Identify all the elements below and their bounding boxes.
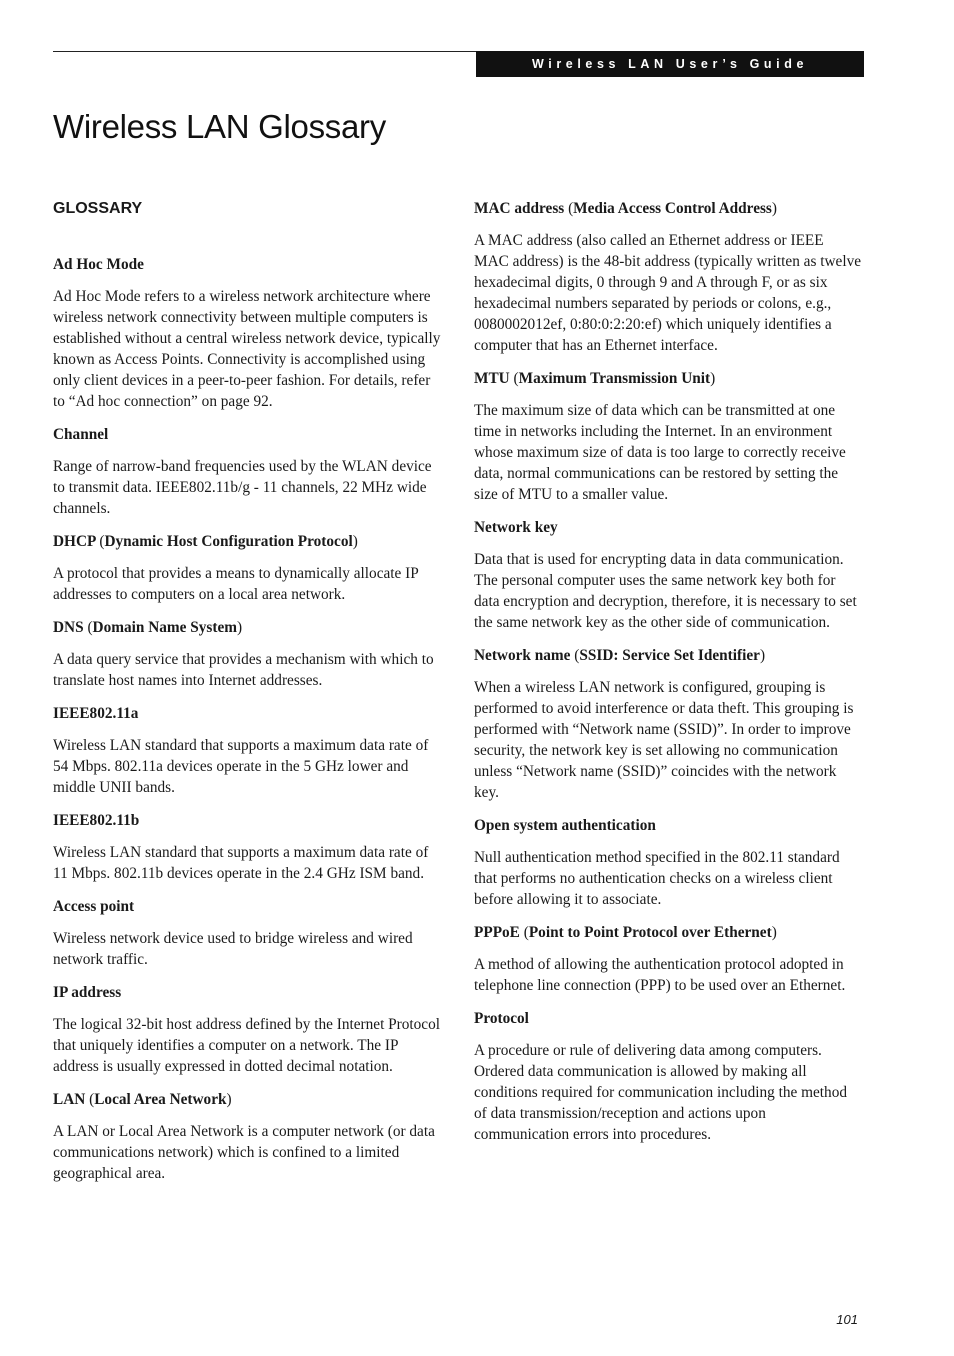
term-name: Channel [53,426,109,443]
glossary-list-right [474,198,862,1145]
term-expansion: Local Area Network [94,1091,227,1108]
glossary-term [53,810,441,831]
term-paren-close: ) [710,370,716,387]
term-expansion: Domain Name System [92,619,238,636]
glossary-list-left [53,254,441,1184]
glossary-term [474,198,862,219]
glossary-definition: Wireless LAN standard that supports a maximum data rate of 11 Mbps. 802.11b devices operate in the 2.4 GHz ISM band. [53,844,429,882]
glossary-definition: Wireless network device used to bridge wireless and wired network traffic. [53,930,413,968]
term-paren-open: ( [523,924,529,941]
term-expansion: Maximum Transmission Unit [518,370,711,387]
term-name: Open system authentication [474,817,656,834]
page-number: 101 [836,1312,858,1327]
glossary-term [474,368,862,389]
term-paren-close: ) [759,647,766,664]
glossary-term [474,922,862,943]
term-paren-open: ( [574,647,580,664]
term-paren-close: ) [771,924,777,941]
glossary-term [53,617,441,638]
term-name: MAC address [474,200,569,217]
term-name: Ad Hoc Mode [53,256,144,273]
glossary-definition: The logical 32-bit host address defined by the Internet Protocol that uniquely identifies a computer on a network. The IP address is usually expressed in dotted decimal notation. [53,1016,440,1075]
glossary-term [53,896,441,917]
term-name: Access point [53,898,135,915]
glossary-definition: Data that is used for encrypting data in data communication. The personal computer uses the same network key both for data encryption and decryption, therefore, it is necessary to set the same network key as the other side of communication. [474,551,857,631]
page-title: Wireless LAN Glossary [53,108,386,145]
term-name: Network name [474,647,575,664]
glossary-definition: A data query service that provides a mechanism with which to translate host names into Internet addresses. [53,651,434,689]
glossary-term [53,982,441,1003]
glossary-column-left [53,198,441,1196]
term-paren-open: ( [99,533,105,550]
term-name: Protocol [474,1010,529,1027]
glossary-definition: The maximum size of data which can be transmitted at one time in networks including the Internet. In an environment whose maximum size of data is too large to correctly receive data, normal communications can be restored by setting the size of MTU to a smaller value. [474,402,846,503]
section-heading: GLOSSARY [53,200,143,217]
glossary-term [474,815,862,836]
term-paren-open: ( [513,370,519,387]
glossary-term [53,424,441,445]
glossary-definition: A procedure or rule of delivering data among computers. Ordered data communication is allowed by making all conditions required for communication including the method of data transmission/reception and actions upon communication errors into procedures. [474,1042,847,1143]
glossary-definition: Ad Hoc Mode refers to a wireless network architecture where wireless network connectivity between multiple computers is established without a central wireless network device, typically known as Access Points. Connectivity is accomplished using only client devices in a peer-to-peer fashion. For details, refer to “Ad hoc connection” on page 92. [53,288,441,410]
term-name: IEEE802.11a [53,705,139,722]
glossary-definition: A MAC address (also called an Ethernet address or IEEE MAC address) is the 48-bit address (typically written as twelve hexadecimal digits, 0 through 9 and A through F, or as six hexadecimal numbers separated by periods or colons, e.g., 0080002012ef, 0:80:0:2:20:ef) which uniquely identifies a computer that has an Ethernet interface. [474,232,862,354]
term-name: Network key [474,519,558,536]
term-name: PPPoE [474,924,524,941]
glossary-term [53,703,441,724]
term-paren-close: ) [237,619,243,636]
term-paren-close: ) [352,533,358,550]
glossary-term [53,1089,441,1110]
glossary-definition: A method of allowing the authentication protocol adopted in telephone line connection (PPP) to be used over an Ethernet. [474,956,846,994]
glossary-definition: A protocol that provides a means to dynamically allocate IP addresses to computers on a local area network. [53,565,419,603]
term-name: LAN [53,1091,90,1108]
term-paren-open: ( [89,1091,95,1108]
glossary-definition: Null authentication method specified in the 802.11 standard that performs no authentication checks on a wireless client before allowing it to associate. [474,849,840,908]
term-name: IEEE802.11b [53,812,140,829]
term-expansion: SSID: Service Set Identifier [579,647,760,664]
glossary-term [53,531,441,552]
glossary-term [474,517,862,538]
header-rule [53,51,476,52]
term-expansion: Point to Point Protocol over Ethernet [528,924,772,941]
term-name: IP address [53,984,122,1001]
term-expansion: Dynamic Host Configuration Protocol [104,533,353,550]
glossary-term [474,1008,862,1029]
glossary-column-right [474,198,862,1157]
glossary-definition: A LAN or Local Area Network is a computer network (or data communications network) which is confined to a limited geographical area. [53,1123,435,1182]
glossary-definition: When a wireless LAN network is configured, grouping is performed to avoid interference or data theft. This grouping is performed with “Network name (SSID)”. In order to improve security, the network key is set allowing no communication unless “Network name (SSID)” coincides with the network key. [474,679,854,801]
glossary-definition: Range of narrow-band frequencies used by the WLAN device to transmit data. IEEE802.11b/g - 11 channels, 22 MHz wide channels. [53,458,432,517]
term-paren-close: ) [226,1091,232,1108]
term-paren-open: ( [568,200,574,217]
term-expansion: Media Access Control Address [573,200,772,217]
term-paren-open: ( [87,619,93,636]
glossary-term [474,645,862,666]
term-paren-close: ) [771,200,777,217]
glossary-definition: Wireless LAN standard that supports a maximum data rate of 54 Mbps. 802.11a devices operate in the 5 GHz lower and middle UNII bands. [53,737,429,796]
term-name: DHCP [53,533,100,550]
term-name: MTU [474,370,514,387]
running-header: Wireless LAN User’s Guide [476,51,864,77]
glossary-term [53,254,441,275]
term-name: DNS [53,619,88,636]
